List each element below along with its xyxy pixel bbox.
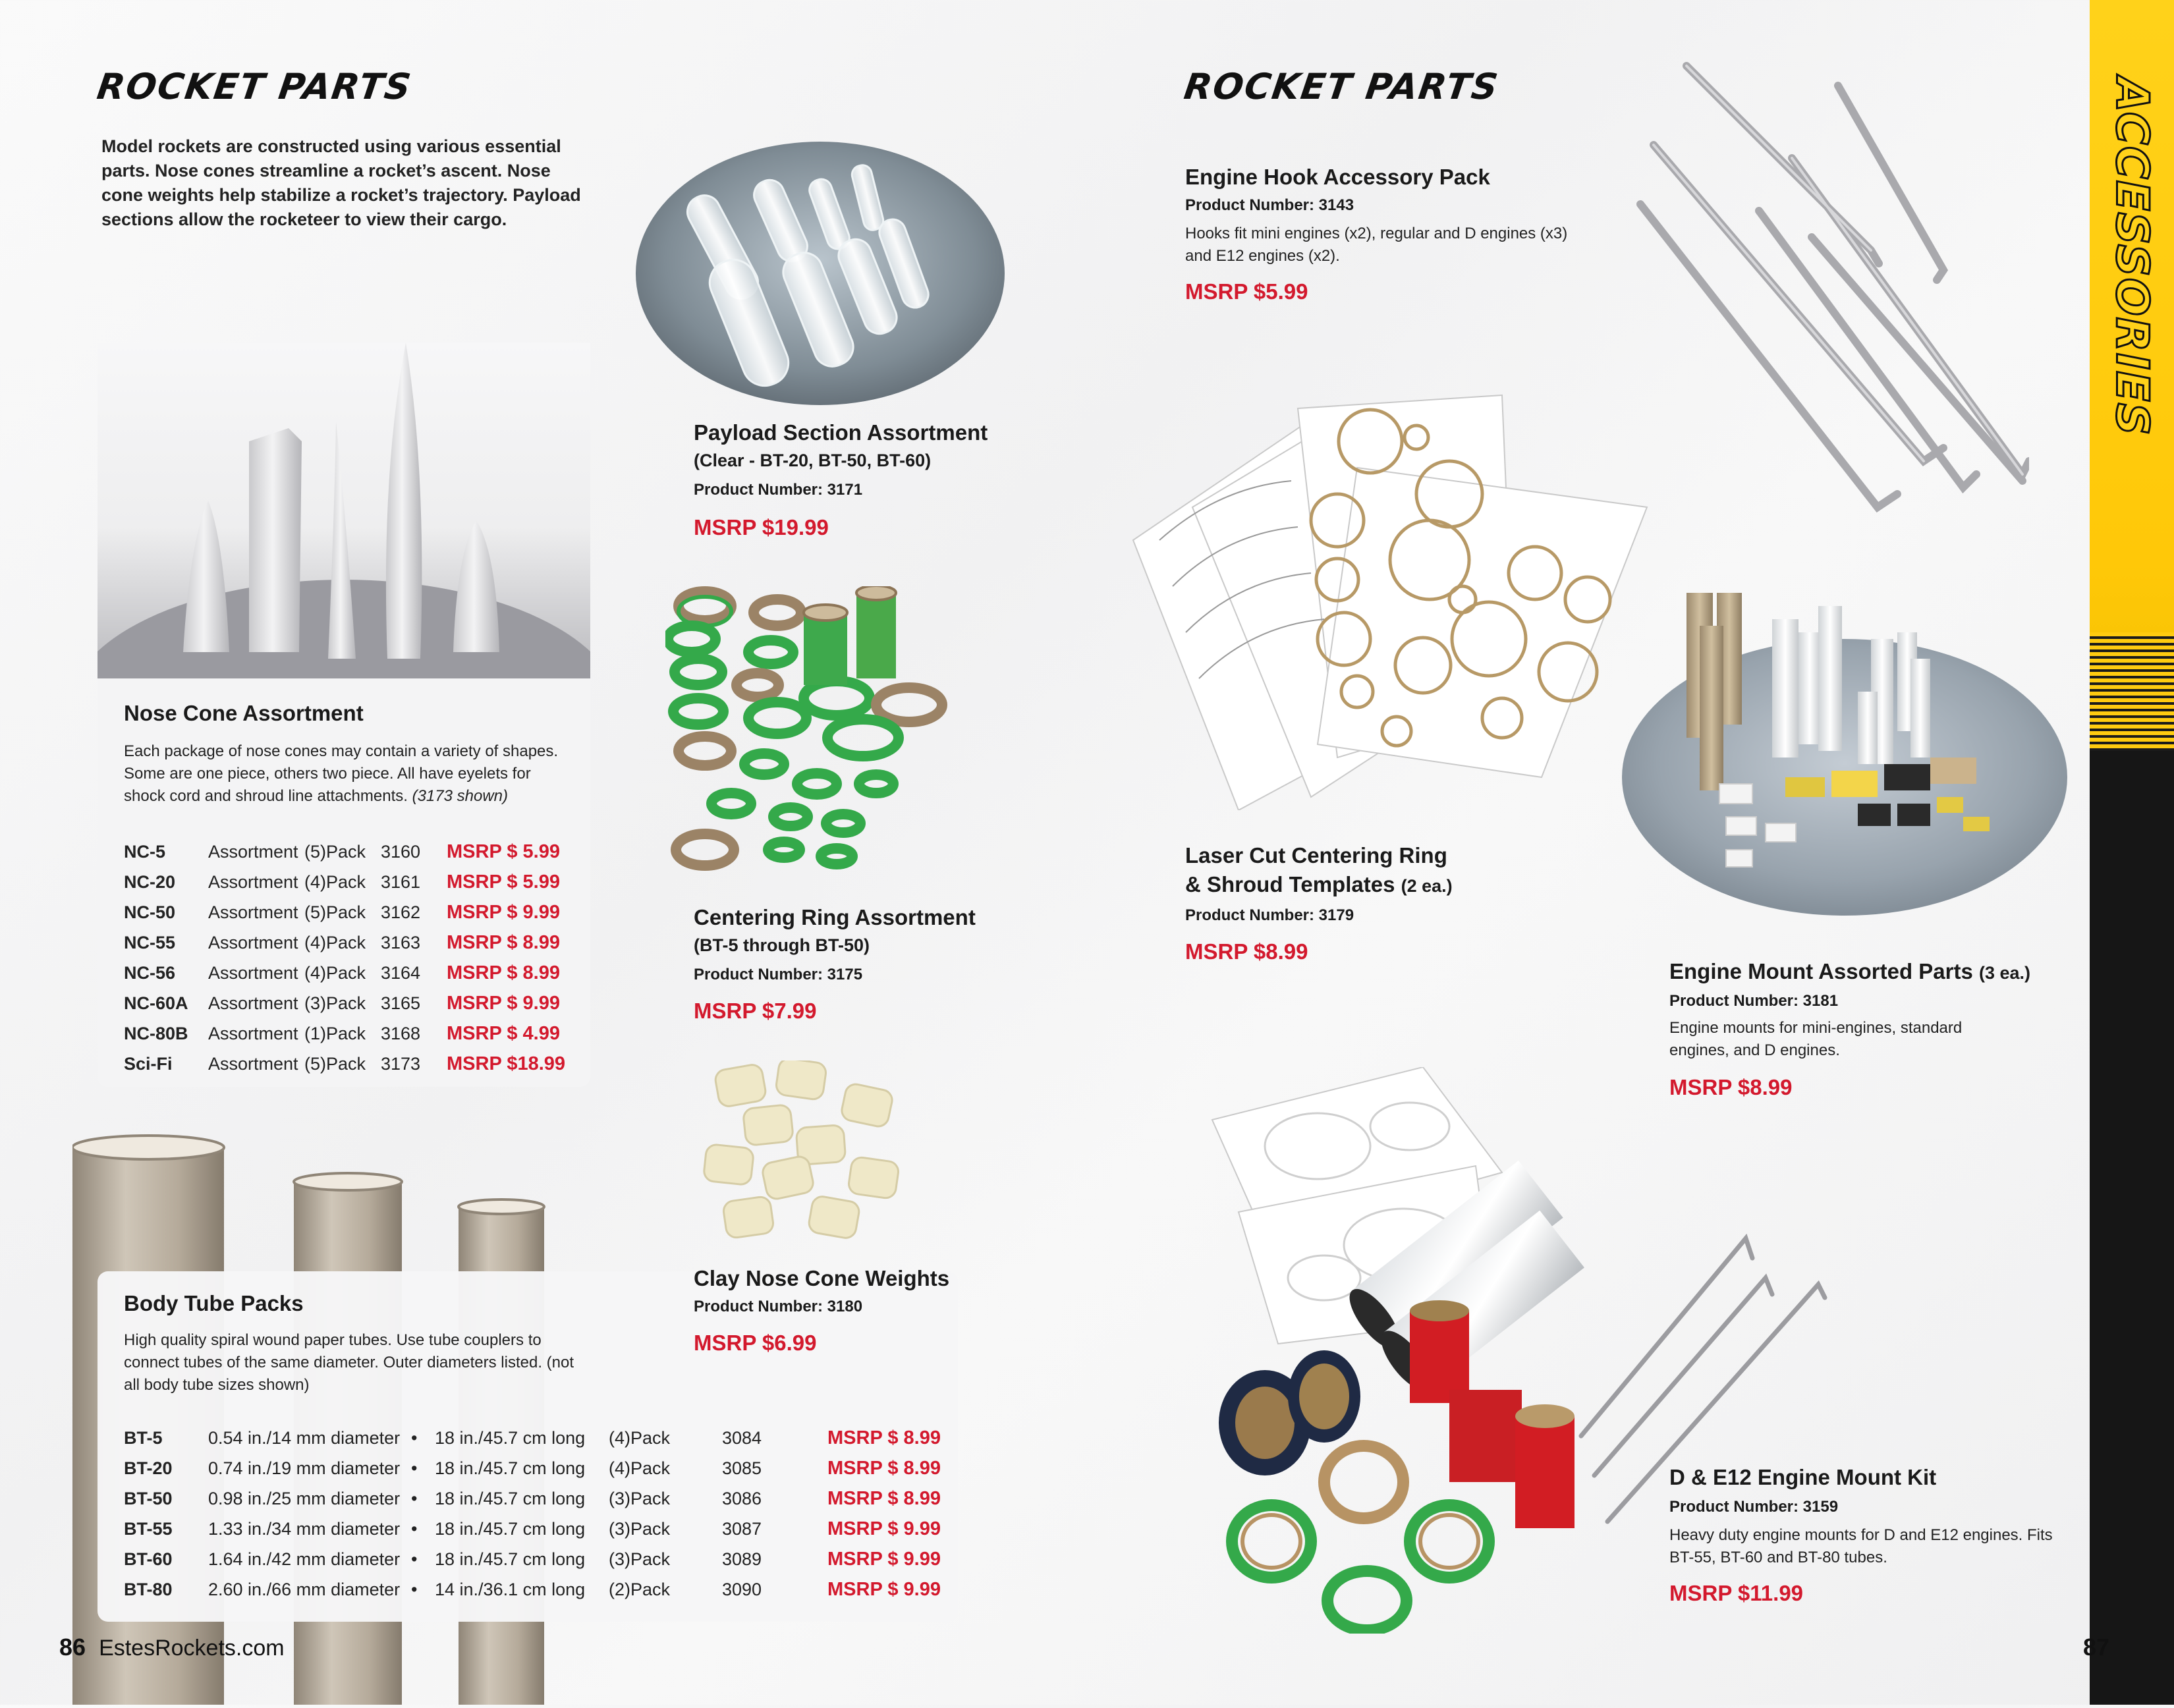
engine-mount-title-qty: (3 ea.) <box>1979 963 2031 983</box>
nose-cone-desc-text: Each package of nose cones may contain a variety of shapes. Some are one piece, others two piece. All have eyelets for shock cord and shroud line attachments. <box>124 742 559 805</box>
cell-type: Assortment <box>208 932 298 952</box>
body-tube-title: Body Tube Packs <box>124 1291 304 1315</box>
right-page-heading: ROCKET PARTS <box>1181 66 1502 107</box>
payload-product-number: Product Number: 3171 <box>694 481 863 499</box>
cell-diameter: 0.54 in./14 mm diameter <box>208 1427 401 1448</box>
cell-num: 3085 <box>722 1458 762 1478</box>
nose-cone-title: Nose Cone Assortment <box>124 701 364 725</box>
cell-pack: (5)Pack <box>304 1053 366 1074</box>
table-row <box>124 1544 941 1574</box>
cell-num: 3164 <box>381 962 421 983</box>
e12-kit-product-number: Product Number: 3159 <box>1669 1498 1839 1516</box>
cell-pack: (3)Pack <box>609 1549 671 1569</box>
cell-code: BT-5 <box>124 1427 163 1448</box>
cell-code: BT-60 <box>124 1549 173 1569</box>
left-page-number: 86 <box>59 1634 86 1661</box>
table-row <box>124 988 565 1018</box>
cell-sep: • <box>411 1488 418 1508</box>
section-tab-dark <box>2090 751 2174 1705</box>
clay-product-number: Product Number: 3180 <box>694 1298 863 1315</box>
cell-diameter: 0.98 in./25 mm diameter <box>208 1488 401 1508</box>
table-row <box>124 837 565 867</box>
cell-price: MSRP $ 9.99 <box>447 901 560 923</box>
centering-ring-product-number: Product Number: 3175 <box>694 966 863 983</box>
laser-templates-photo <box>1120 389 1660 810</box>
cell-code: BT-50 <box>124 1488 173 1508</box>
cell-diameter: 2.60 in./66 mm diameter <box>208 1579 401 1599</box>
nose-cone-panel <box>98 678 590 1087</box>
cell-code: Sci-Fi <box>124 1053 173 1074</box>
cell-code: BT-80 <box>124 1579 173 1599</box>
cell-price: MSRP $ 8.99 <box>447 962 560 983</box>
cell-length: 18 in./45.7 cm long <box>435 1488 586 1508</box>
table-row <box>124 897 565 927</box>
centering-ring-price: MSRP $7.99 <box>694 999 817 1023</box>
body-tube-panel <box>98 1271 958 1622</box>
table-row <box>124 1483 941 1514</box>
cell-price: MSRP $18.99 <box>447 1053 566 1074</box>
cell-pack: (3)Pack <box>304 993 366 1013</box>
table-row <box>124 927 565 958</box>
cell-length: 18 in./45.7 cm long <box>435 1458 586 1478</box>
centering-ring-sub: (BT-5 through BT-50) <box>694 935 870 955</box>
cell-num: 3160 <box>381 841 421 862</box>
cell-sep: • <box>411 1458 418 1478</box>
engine-hook-desc: Hooks fit mini engines (x2), regular and D engines (x3) and E12 engines (x2). <box>1185 225 1568 265</box>
cell-sep: • <box>411 1518 418 1539</box>
cell-code: NC-50 <box>124 902 176 922</box>
payload-sub: (Clear - BT-20, BT-50, BT-60) <box>694 451 932 470</box>
cell-pack: (3)Pack <box>609 1488 671 1508</box>
cell-sep: • <box>411 1579 418 1599</box>
cell-sep: • <box>411 1427 418 1448</box>
cell-price: MSRP $ 8.99 <box>827 1487 941 1509</box>
engine-hooks-photo <box>1634 53 2029 560</box>
cell-pack: (4)Pack <box>609 1427 671 1448</box>
cell-pack: (4)Pack <box>304 932 366 952</box>
cell-num: 3163 <box>381 932 421 952</box>
nose-cone-table <box>124 837 565 1079</box>
cell-price: MSRP $ 5.99 <box>447 871 560 893</box>
cell-num: 3087 <box>722 1518 762 1539</box>
cell-pack: (2)Pack <box>609 1579 671 1599</box>
table-row <box>124 1423 941 1453</box>
payload-price: MSRP $19.99 <box>694 515 829 539</box>
cell-code: NC-5 <box>124 841 166 862</box>
body-tube-desc: High quality spiral wound paper tubes. Use tube couplers to connect tubes of the same diameter. Outer diameters listed. (not all body tube sizes shown) <box>124 1331 574 1394</box>
clay-price: MSRP $6.99 <box>694 1331 817 1355</box>
nose-cone-note: (3173 shown) <box>412 787 509 805</box>
cell-num: 3168 <box>381 1023 421 1043</box>
cell-code: NC-80B <box>124 1023 188 1043</box>
cell-diameter: 1.33 in./34 mm diameter <box>208 1518 401 1539</box>
cell-diameter: 1.64 in./42 mm diameter <box>208 1549 401 1569</box>
cell-pack: (5)Pack <box>304 841 366 862</box>
site-url: EstesRockets.com <box>99 1636 285 1661</box>
engine-mount-desc: Engine mounts for mini-engines, standard engines, and D engines. <box>1669 1019 1963 1059</box>
cell-num: 3161 <box>381 871 421 892</box>
cell-num: 3165 <box>381 993 421 1013</box>
cell-num: 3173 <box>381 1053 421 1074</box>
engine-hook-title: Engine Hook Accessory Pack <box>1185 165 1490 189</box>
centering-rings-photo <box>665 586 955 883</box>
cell-type: Assortment <box>208 993 298 1013</box>
cell-type: Assortment <box>208 902 298 922</box>
cell-diameter: 0.74 in./19 mm diameter <box>208 1458 401 1478</box>
cell-num: 3162 <box>381 902 421 922</box>
cell-price: MSRP $ 4.99 <box>447 1022 560 1044</box>
clay-weights-photo <box>698 1061 922 1252</box>
nose-cone-desc <box>124 740 572 808</box>
cell-num: 3090 <box>722 1579 762 1599</box>
e12-kit-price: MSRP $11.99 <box>1669 1581 1804 1605</box>
cell-sep: • <box>411 1549 418 1569</box>
cell-price: MSRP $ 9.99 <box>827 1578 941 1600</box>
cell-type: Assortment <box>208 962 298 983</box>
section-tab-label: ACCESSORIES <box>2105 77 2158 437</box>
cell-code: NC-60A <box>124 993 188 1013</box>
e12-kit-desc: Heavy duty engine mounts for D and E12 engines. Fits BT-55, BT-60 and BT-80 tubes. <box>1669 1526 2053 1566</box>
cell-length: 14 in./36.1 cm long <box>435 1579 586 1599</box>
cell-code: NC-55 <box>124 932 176 952</box>
cell-price: MSRP $ 8.99 <box>827 1457 941 1479</box>
cell-code: BT-55 <box>124 1518 173 1539</box>
cell-pack: (4)Pack <box>304 962 366 983</box>
e12-kit-title: D & E12 Engine Mount Kit <box>1669 1465 1937 1489</box>
right-page-number: 87 <box>2083 1634 2110 1661</box>
cell-price: MSRP $ 9.99 <box>827 1548 941 1570</box>
clay-title: Clay Nose Cone Weights <box>694 1266 950 1290</box>
engine-hook-product-number: Product Number: 3143 <box>1185 196 1354 214</box>
table-row <box>124 1574 941 1605</box>
cell-code: NC-20 <box>124 871 176 892</box>
cell-price: MSRP $ 9.99 <box>827 1518 941 1539</box>
laser-title-line2-main: & Shroud Templates <box>1185 872 1395 896</box>
table-row <box>124 1514 941 1544</box>
cell-pack: (1)Pack <box>304 1023 366 1043</box>
centering-ring-title: Centering Ring Assortment <box>694 905 976 929</box>
cell-price: MSRP $ 8.99 <box>827 1427 941 1448</box>
cell-pack: (4)Pack <box>304 871 366 892</box>
cell-code: BT-20 <box>124 1458 173 1478</box>
cell-num: 3084 <box>722 1427 762 1448</box>
laser-price: MSRP $8.99 <box>1185 939 1308 964</box>
engine-mount-product-number: Product Number: 3181 <box>1669 992 1839 1010</box>
payload-title: Payload Section Assortment <box>694 420 988 445</box>
cell-type: Assortment <box>208 871 298 892</box>
cell-num: 3089 <box>722 1549 762 1569</box>
laser-title-line2 <box>1185 872 1453 897</box>
table-row <box>124 867 565 897</box>
cell-length: 18 in./45.7 cm long <box>435 1427 586 1448</box>
engine-mount-title-main: Engine Mount Assorted Parts <box>1669 959 1973 983</box>
table-row <box>124 1049 565 1079</box>
engine-mount-price: MSRP $8.99 <box>1669 1075 1793 1099</box>
intro-text: Model rockets are constructed using various essential parts. Nose cones streamline a rocket’s ascent. Nose cone weights help stabilize a rocket’s trajectory. Payload sections allow the rocketeer to view their cargo. <box>101 136 581 229</box>
laser-title: Laser Cut Centering Ring <box>1185 843 1447 868</box>
cell-num: 3086 <box>722 1488 762 1508</box>
cell-code: NC-56 <box>124 962 176 983</box>
left-footer <box>59 1634 285 1661</box>
cell-pack: (5)Pack <box>304 902 366 922</box>
cell-pack: (3)Pack <box>609 1518 671 1539</box>
cell-type: Assortment <box>208 1023 298 1043</box>
cell-length: 18 in./45.7 cm long <box>435 1518 586 1539</box>
cell-length: 18 in./45.7 cm long <box>435 1549 586 1569</box>
cell-price: MSRP $ 8.99 <box>447 931 560 953</box>
payload-photo <box>634 138 1007 408</box>
left-page-heading: ROCKET PARTS <box>94 66 415 107</box>
nose-cone-photo <box>98 343 590 678</box>
table-row <box>124 1453 941 1483</box>
body-tube-table <box>124 1423 941 1605</box>
cell-pack: (4)Pack <box>609 1458 671 1478</box>
laser-title-qty: (2 ea.) <box>1401 876 1453 896</box>
cell-price: MSRP $ 9.99 <box>447 992 560 1014</box>
engine-mount-parts-photo <box>1621 580 2069 922</box>
engine-mount-title <box>1669 959 2030 984</box>
cell-type: Assortment <box>208 841 298 862</box>
laser-product-number: Product Number: 3179 <box>1185 906 1354 924</box>
engine-hook-price: MSRP $5.99 <box>1185 279 1308 304</box>
cell-price: MSRP $ 5.99 <box>447 840 560 862</box>
cell-type: Assortment <box>208 1053 298 1074</box>
table-row <box>124 958 565 988</box>
table-row <box>124 1018 565 1049</box>
